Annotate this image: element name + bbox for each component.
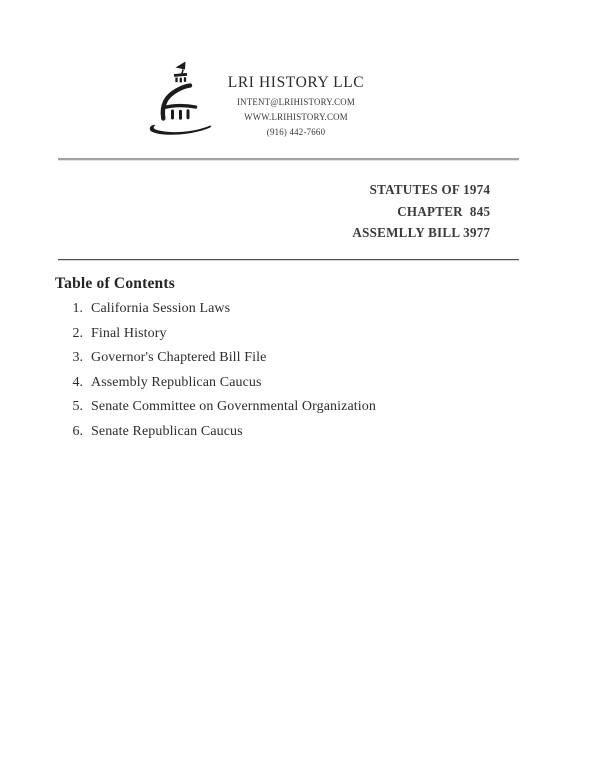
logo-flag bbox=[176, 62, 186, 70]
toc-title: Table of Contents bbox=[55, 275, 175, 292]
toc-item bbox=[68, 346, 376, 371]
toc-item-number: 4. bbox=[72, 374, 83, 390]
horizontal-rule-bottom bbox=[58, 259, 519, 260]
toc-item bbox=[68, 395, 376, 420]
toc-item-label: Senate Republican Caucus bbox=[91, 423, 243, 439]
toc-item-label: Assembly Republican Caucus bbox=[91, 374, 262, 390]
statute-bill-line: ASSEMLLY BILL 3977 bbox=[352, 226, 490, 241]
statute-chapter-line: CHAPTER 845 bbox=[396, 204, 490, 220]
toc-item bbox=[68, 297, 376, 322]
toc-item bbox=[68, 322, 376, 347]
toc-item-number: 6. bbox=[72, 423, 83, 439]
company-name: LRI HISTORY LLC bbox=[227, 74, 365, 91]
toc-item bbox=[68, 371, 376, 396]
company-email: INTENT@LRIHISTORY.COM bbox=[237, 98, 355, 108]
statute-block bbox=[342, 180, 490, 245]
toc-item-label: California Session Laws bbox=[91, 301, 231, 317]
toc-item-number: 1. bbox=[72, 301, 83, 317]
statute-year-line: STATUTES OF 1974 bbox=[369, 183, 490, 198]
horizontal-rule-top bbox=[58, 158, 519, 161]
toc-list bbox=[68, 297, 376, 444]
company-website: WWW.LRIHISTORY.COM bbox=[244, 112, 348, 123]
toc-item-label: Final History bbox=[91, 325, 167, 341]
toc-item-number: 5. bbox=[72, 399, 83, 415]
company-phone: (916) 442-7660 bbox=[266, 127, 326, 138]
toc-item bbox=[68, 420, 376, 445]
toc-item-number: 2. bbox=[72, 325, 83, 341]
toc-item-label: Governor's Chaptered Bill File bbox=[91, 350, 267, 366]
toc-item-number: 3. bbox=[72, 350, 83, 366]
toc-item-label: Senate Committee on Governmental Organization bbox=[91, 399, 376, 415]
